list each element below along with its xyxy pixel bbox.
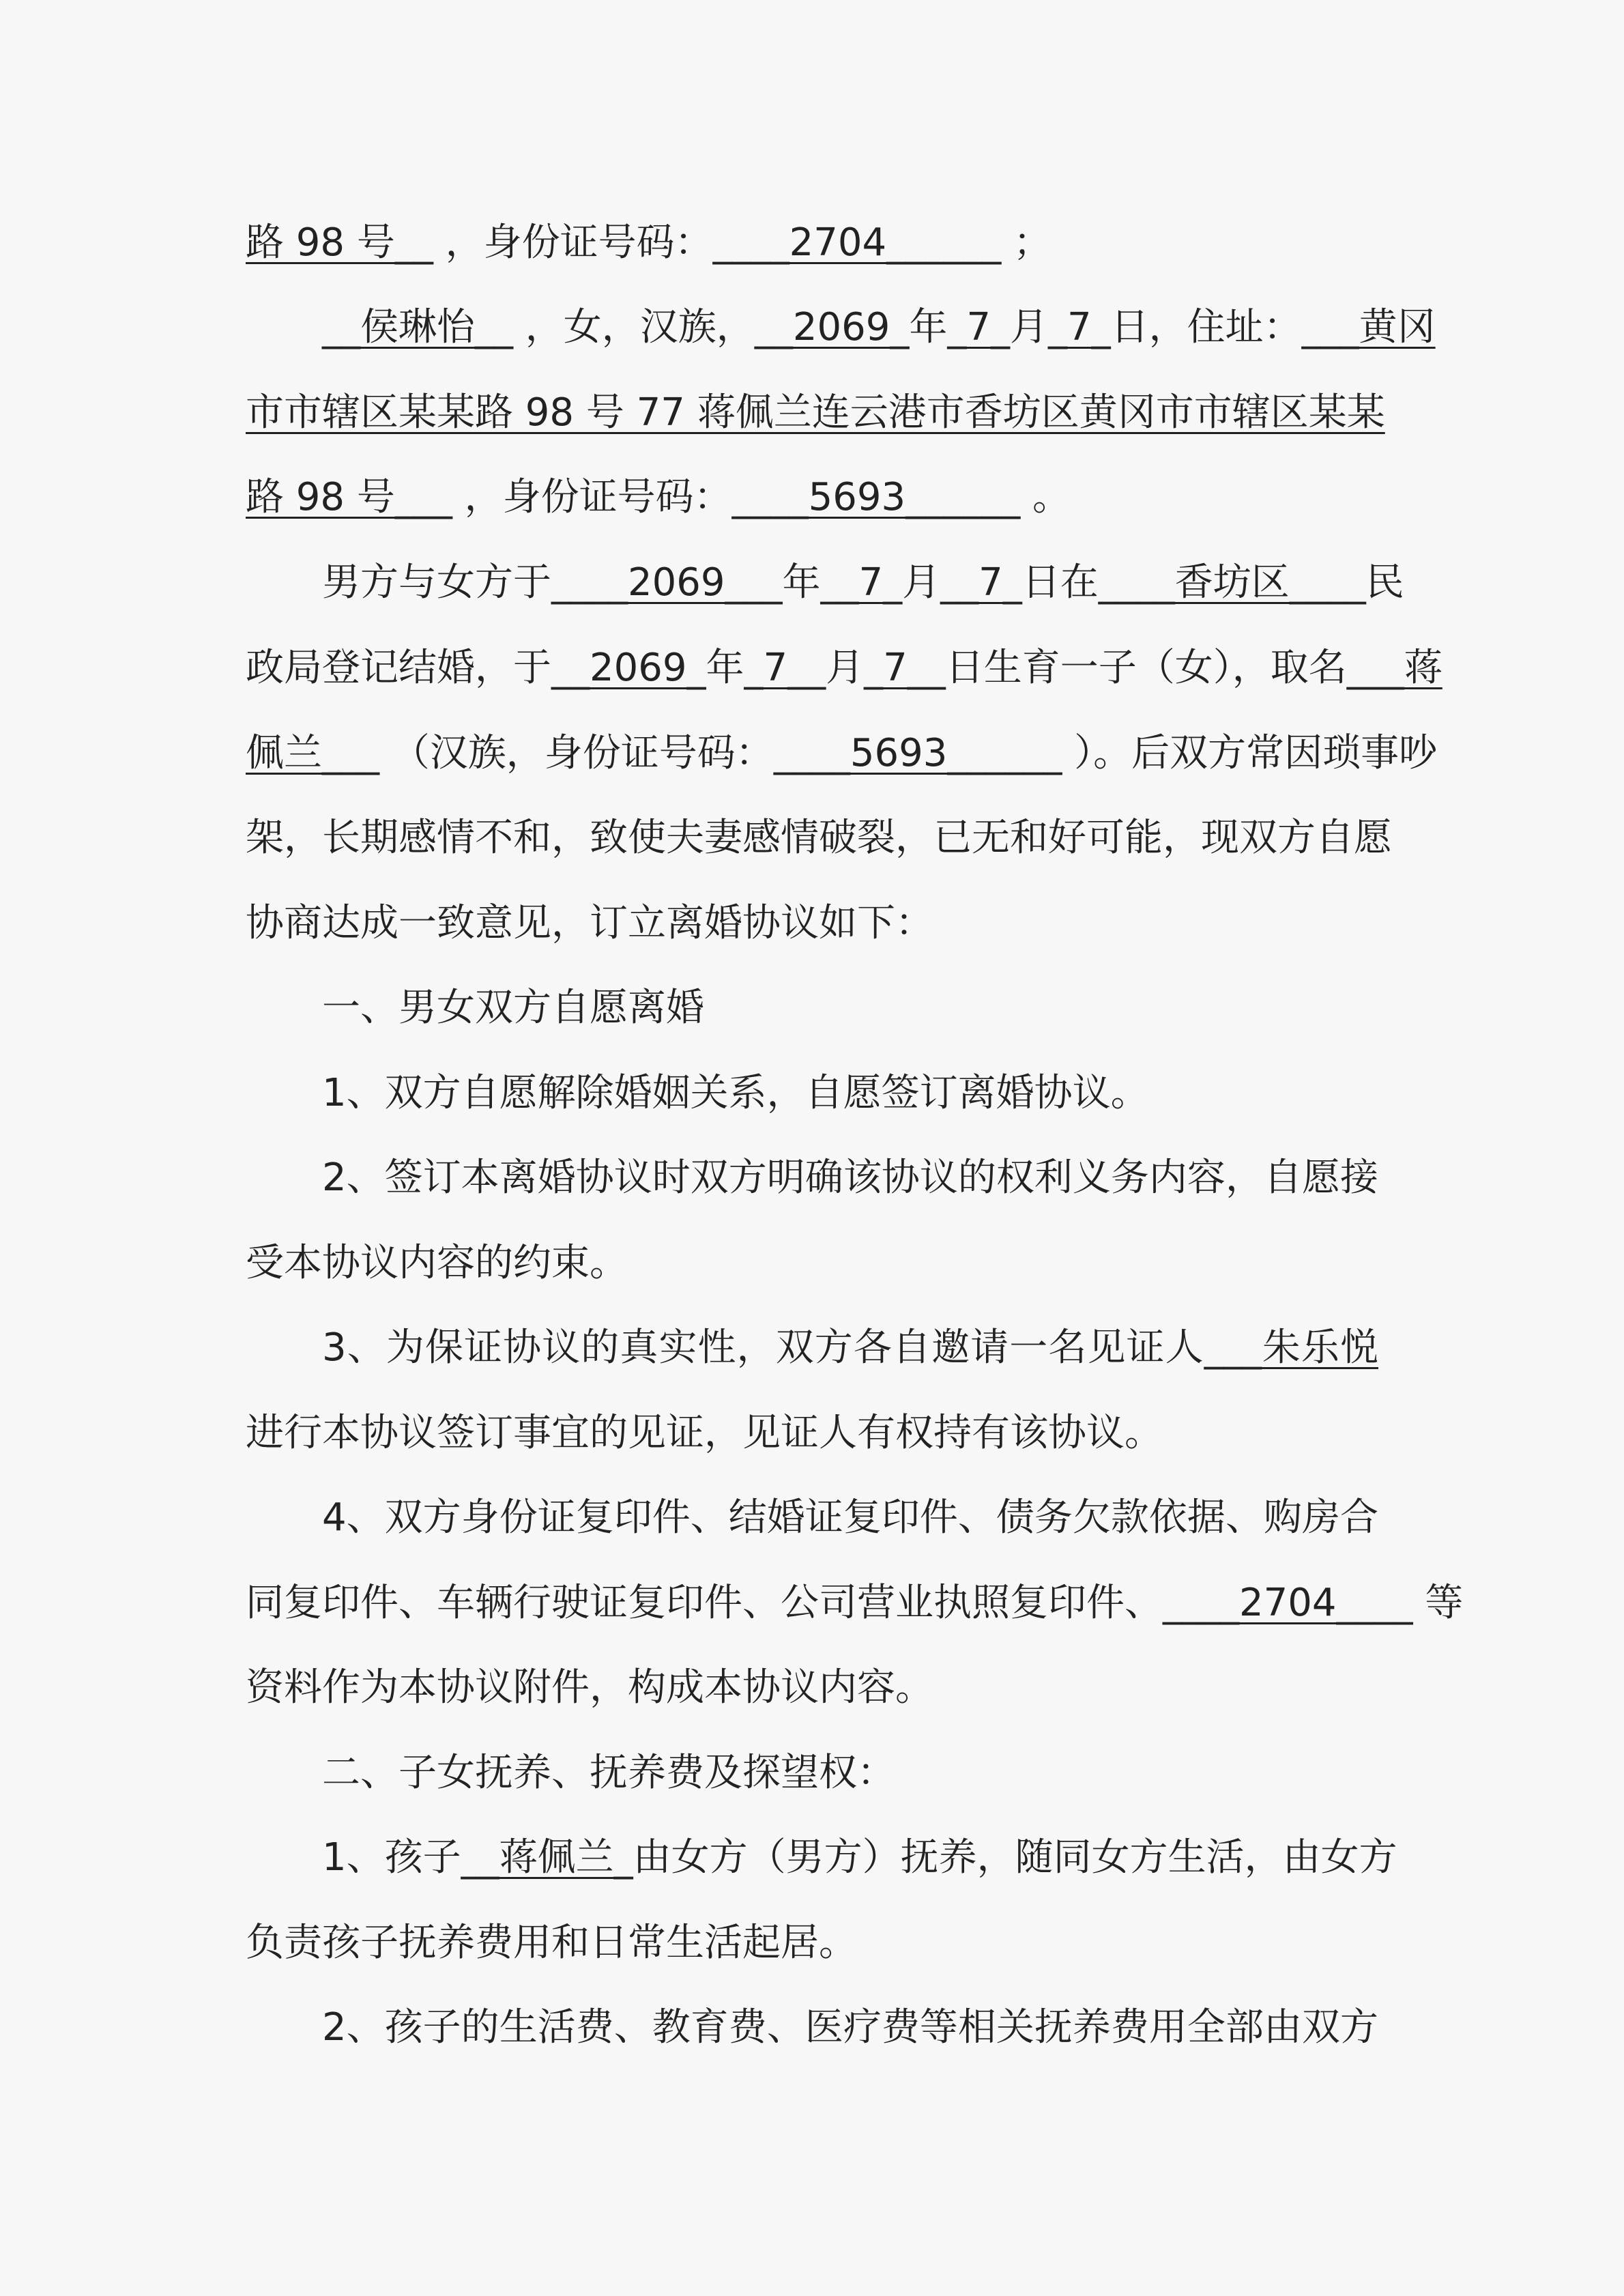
clause-item: 2、签订本离婚协议时双方明确该协议的权利义务内容，自愿接 xyxy=(322,1156,1378,1200)
text-span: ）。后双方常因琐事吵 xyxy=(1062,731,1438,775)
text-span: 路 98 号 xyxy=(246,220,395,265)
text-span: 男方与女方于 xyxy=(322,560,551,605)
attachment-field: ____2704____ xyxy=(1163,1581,1413,1625)
text-span: 年 xyxy=(706,646,744,690)
text-line: 负责孩子抚养费用和日常生活起居。 xyxy=(246,1921,857,1965)
child-name-field: ___蒋 xyxy=(1346,646,1442,690)
text-line xyxy=(246,470,1378,525)
clause-item xyxy=(246,1321,1378,1375)
female-name-field: __侯琳怡__ xyxy=(322,305,513,349)
text-span: 月 xyxy=(826,646,865,690)
marriage-day-field: __7_ xyxy=(940,560,1022,605)
text-span: ，身份证号码： xyxy=(452,475,732,519)
birth-month-field: _7_ xyxy=(947,305,1010,349)
text-span: ； xyxy=(1001,220,1052,265)
text-line: 资料作为本协议附件，构成本协议内容。 xyxy=(246,1665,933,1710)
text-span: 年 xyxy=(909,305,948,349)
text-span: 同复印件、车辆行驶证复印件、公司营业执照复印件、 xyxy=(246,1581,1163,1625)
text-span: 日，住址： xyxy=(1110,305,1302,349)
section-heading: 二、子女抚养、抚养费及探望权： xyxy=(322,1751,895,1795)
clause-item: 4、双方身份证复印件、结婚证复印件、债务欠款依据、购房合 xyxy=(322,1495,1378,1540)
text-line xyxy=(246,300,1436,355)
marriage-year-field: ____2069___ xyxy=(551,560,783,605)
text-span: ，身份证号码： xyxy=(433,220,713,265)
text-line xyxy=(246,726,1438,781)
address-field: ___黄冈 xyxy=(1301,305,1436,349)
text-line: 受本协议内容的约束。 xyxy=(246,1241,628,1285)
text-span: 1、孩子 xyxy=(322,1835,461,1880)
blank-underline: ___ xyxy=(394,475,452,519)
section-heading: 一、男女双方自愿离婚 xyxy=(322,986,704,1030)
text-span: 月 xyxy=(902,560,941,605)
child-birth-year-field: __2069_ xyxy=(551,646,706,690)
id-number-field: ____5693______ xyxy=(773,731,1062,775)
text-span: 3、为保证协议的真实性，双方各自邀请一名见证人 xyxy=(322,1325,1204,1370)
birth-day-field: _7_ xyxy=(1047,305,1111,349)
marriage-month-field: __7_ xyxy=(820,560,903,605)
blank-underline: __ xyxy=(394,220,433,265)
text-line xyxy=(246,216,1378,270)
text-span: 政局登记结婚，于 xyxy=(246,646,551,690)
text-line xyxy=(246,556,1404,610)
child-birth-day-field: _7__ xyxy=(864,646,946,690)
text-line xyxy=(246,1576,1464,1631)
district-field: ____香坊区____ xyxy=(1098,560,1366,605)
id-number-field: ____2704______ xyxy=(712,220,1002,265)
text-span: 日在 xyxy=(1021,560,1099,605)
child-birth-month-field: _7__ xyxy=(744,646,826,690)
text-span: 由女方（男方）抚养，随同女方生活，由女方 xyxy=(633,1835,1397,1880)
child-name-field: __蒋佩兰_ xyxy=(461,1835,633,1880)
id-number-field: ____5693______ xyxy=(731,475,1021,519)
clause-item: 1、双方自愿解除婚姻关系，自愿签订离婚协议。 xyxy=(322,1071,1149,1115)
clause-item xyxy=(246,1831,1397,1885)
address-field: 路 98 号 xyxy=(246,475,395,519)
text-span: 。 xyxy=(1020,475,1071,519)
text-span: （汉族，身份证号码： xyxy=(379,731,774,775)
text-line: 协商达成一致意见，订立离婚协议如下： xyxy=(246,901,933,945)
text-span: 民 xyxy=(1365,560,1404,605)
child-name-field: 佩兰___ xyxy=(246,731,379,775)
text-line: 架，长期感情不和，致使夫妻感情破裂，已无和好可能，现双方自愿 xyxy=(246,816,1392,860)
text-span: ，女，汉族， xyxy=(513,305,755,349)
witness-name-field: ___朱乐悦 xyxy=(1204,1325,1378,1370)
birth-year-field: __2069_ xyxy=(754,305,910,349)
text-span: 月 xyxy=(1009,305,1048,349)
clause-item: 2、孩子的生活费、教育费、医疗费等相关抚养费用全部由双方 xyxy=(322,2005,1378,2050)
text-span: 年 xyxy=(782,560,821,605)
text-line xyxy=(246,641,1442,695)
text-span: 等 xyxy=(1412,1581,1464,1625)
text-span: 日生育一子（女），取名 xyxy=(945,646,1347,690)
address-field: 市市辖区某某路 98 号 77 蒋佩兰连云港市香坊区黄冈市市辖区某某 xyxy=(246,390,1385,435)
text-line: 进行本协议签订事宜的见证，见证人有权持有该协议。 xyxy=(246,1411,1163,1455)
